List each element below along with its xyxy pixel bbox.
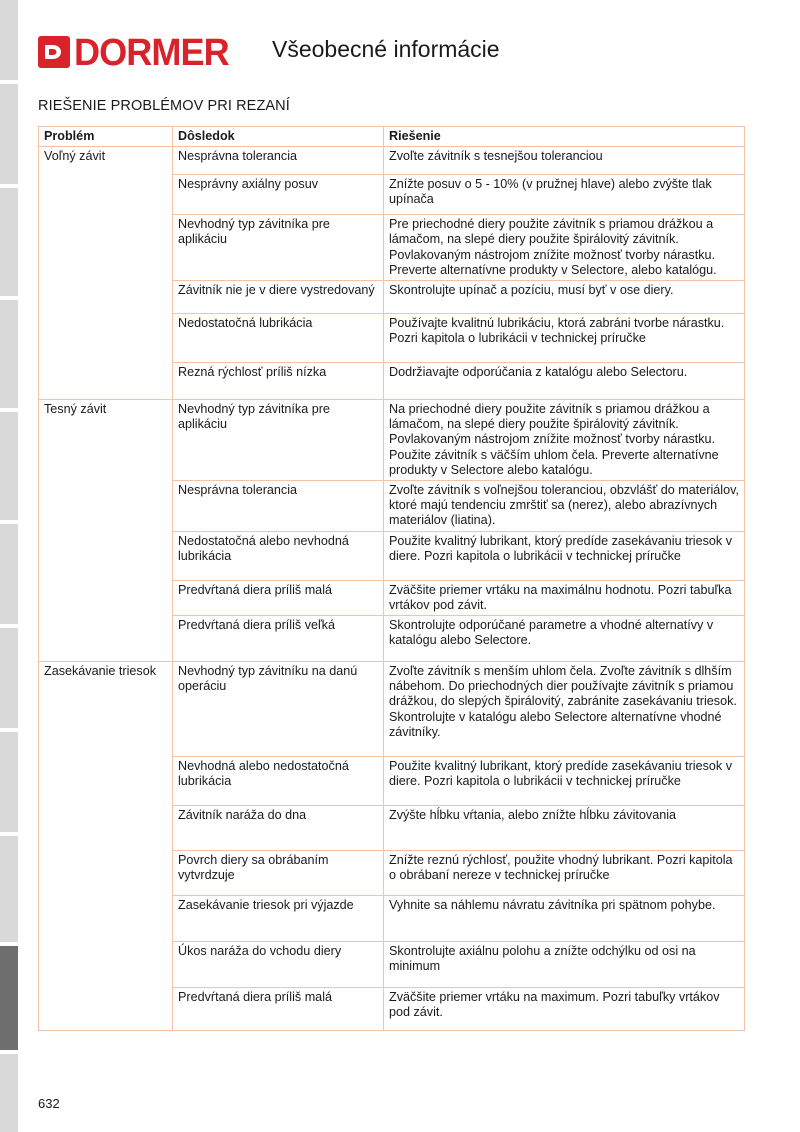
solution-cell: Skontrolujte upínač a pozíciu, musí byť v ose diery. — [384, 281, 745, 314]
cause-cell: Povrch diery sa obrábaním vytvrdzuje — [173, 851, 384, 896]
solution-cell: Zvýšte hĺbku vŕtania, alebo znížte hĺbku závitovania — [384, 806, 745, 851]
solution-cell: Skontrolujte axiálnu polohu a znížte odchýlku od osi na minimum — [384, 942, 745, 988]
side-tab[interactable] — [0, 0, 18, 80]
cause-cell: Predvŕtaná diera príliš veľká — [173, 616, 384, 662]
solution-cell: Používajte kvalitnú lubrikáciu, ktorá zabráni tvorbe nárastku. Pozri kapitola o lubrikácii v technickej príručke — [384, 314, 745, 363]
solution-cell: Dodržiavajte odporúčania z katalógu alebo Selectoru. — [384, 363, 745, 400]
side-tab[interactable] — [0, 412, 18, 520]
cause-cell: Nevhodná alebo nedostatočná lubrikácia — [173, 757, 384, 806]
brand-name: DORMER — [74, 32, 229, 74]
cause-cell: Predvŕtaná diera príliš malá — [173, 988, 384, 1031]
solution-cell: Pre priechodné diery použite závitník s priamou drážkou a lámačom, na slepé diery použite špirálovitý závitník. Povlakovaným nástrojom znížite možnosť tvorby nárastku. Preverte alternatívne produkty v Selectore, alebo katalógu. — [384, 215, 745, 281]
solution-cell: Zvoľte závitník s voľnejšou toleranciou, obzvlášť do materiálov, ktoré majú tendenciu zmrštiť sa (nerez), alebo abrazívnych materiálov (liatina). — [384, 481, 745, 532]
cause-cell: Nevhodný typ závitníka pre aplikáciu — [173, 215, 384, 281]
solution-cell: Skontrolujte odporúčané parametre a vhodné alternatívy v katalógu alebo Selectore. — [384, 616, 745, 662]
solution-cell: Zvoľte závitník s tesnejšou toleranciou — [384, 147, 745, 175]
column-header-cause: Dôsledok — [173, 127, 384, 147]
side-tab-active[interactable] — [0, 946, 18, 1050]
cause-cell: Nevhodný typ závitníka pre aplikáciu — [173, 400, 384, 481]
side-tab[interactable] — [0, 628, 18, 728]
cause-cell: Rezná rýchlosť príliš nízka — [173, 363, 384, 400]
cause-cell: Nesprávna tolerancia — [173, 147, 384, 175]
page-number: 632 — [38, 1096, 60, 1111]
problem-cell: Tesný závit — [39, 400, 173, 662]
cause-cell: Úkos naráža do vchodu diery — [173, 942, 384, 988]
solution-cell: Znížte posuv o 5 - 10% (v pružnej hlave) alebo zvýšte tlak upínača — [384, 175, 745, 215]
table-row — [39, 400, 745, 481]
side-tab-strip — [0, 0, 18, 1132]
side-tab[interactable] — [0, 1054, 18, 1132]
cause-cell: Nesprávna tolerancia — [173, 481, 384, 532]
side-tab[interactable] — [0, 732, 18, 832]
solution-cell: Zvoľte závitník s menším uhlom čela. Zvoľte závitník s dlhším nábehom. Do priechodných dier používajte závitník s priamou drážkou, do slepých špirálovitý, zabránite zasekávaniu triesok. Skontrolujte v katalógu alebo Selectore alternatívne vhodné závitníky. — [384, 662, 745, 757]
cause-cell: Nedostatočná alebo nevhodná lubrikácia — [173, 531, 384, 580]
side-tab[interactable] — [0, 836, 18, 942]
page-title: Všeobecné informácie — [272, 36, 500, 62]
table-header-row — [39, 127, 745, 147]
column-header-problem: Problém — [39, 127, 173, 147]
column-header-solution: Riešenie — [384, 127, 745, 147]
dormer-logo-mark-icon — [38, 36, 70, 68]
side-tab[interactable] — [0, 84, 18, 184]
solution-cell: Použite kvalitný lubrikant, ktorý predíde zasekávaniu triesok v diere. Pozri kapitola o lubrikácii v technickej príručke — [384, 531, 745, 580]
problem-cell: Voľný závit — [39, 147, 173, 400]
solution-cell: Zväčšite priemer vrtáku na maximum. Pozri tabuľky vrtákov pod závit. — [384, 988, 745, 1031]
solution-cell: Vyhnite sa náhlemu návratu závitníka pri spätnom pohybe. — [384, 896, 745, 942]
troubleshooting-table — [38, 126, 745, 1031]
dormer-logo — [38, 32, 229, 74]
solution-cell: Na priechodné diery použite závitník s priamou drážkou a lámačom, na slepé diery použite špirálovitý závitník. Povlakovaným nástrojom znížite možnosť tvorby nárastku. Použite závitník s väčším uhlom čela. Preverte alternatívne produkty v Selectore alebo katalógu. — [384, 400, 745, 481]
cause-cell: Nevhodný typ závitníku na danú operáciu — [173, 662, 384, 757]
cause-cell: Závitník naráža do dna — [173, 806, 384, 851]
cause-cell: Nedostatočná lubrikácia — [173, 314, 384, 363]
solution-cell: Zväčšite priemer vrtáku na maximálnu hodnotu. Pozri tabuľka vrtákov pod závit. — [384, 580, 745, 615]
solution-cell: Znížte reznú rýchlosť, použite vhodný lubrikant. Pozri kapitola o obrábaní nereze v technickej príručke — [384, 851, 745, 896]
side-tab[interactable] — [0, 188, 18, 296]
cause-cell: Zasekávanie triesok pri výjazde — [173, 896, 384, 942]
cause-cell: Predvŕtaná diera príliš malá — [173, 580, 384, 615]
cause-cell: Nesprávny axiálny posuv — [173, 175, 384, 215]
problem-cell: Zasekávanie triesok — [39, 662, 173, 1031]
solution-cell: Použite kvalitný lubrikant, ktorý predíde zasekávaniu triesok v diere. Pozri kapitola o lubrikácii v technickej príručke — [384, 757, 745, 806]
cause-cell: Závitník nie je v diere vystredovaný — [173, 281, 384, 314]
table-row — [39, 147, 745, 175]
side-tab[interactable] — [0, 524, 18, 624]
side-tab[interactable] — [0, 300, 18, 408]
section-title: RIEŠENIE PROBLÉMOV PRI REZANÍ — [38, 98, 290, 114]
table-row — [39, 662, 745, 757]
